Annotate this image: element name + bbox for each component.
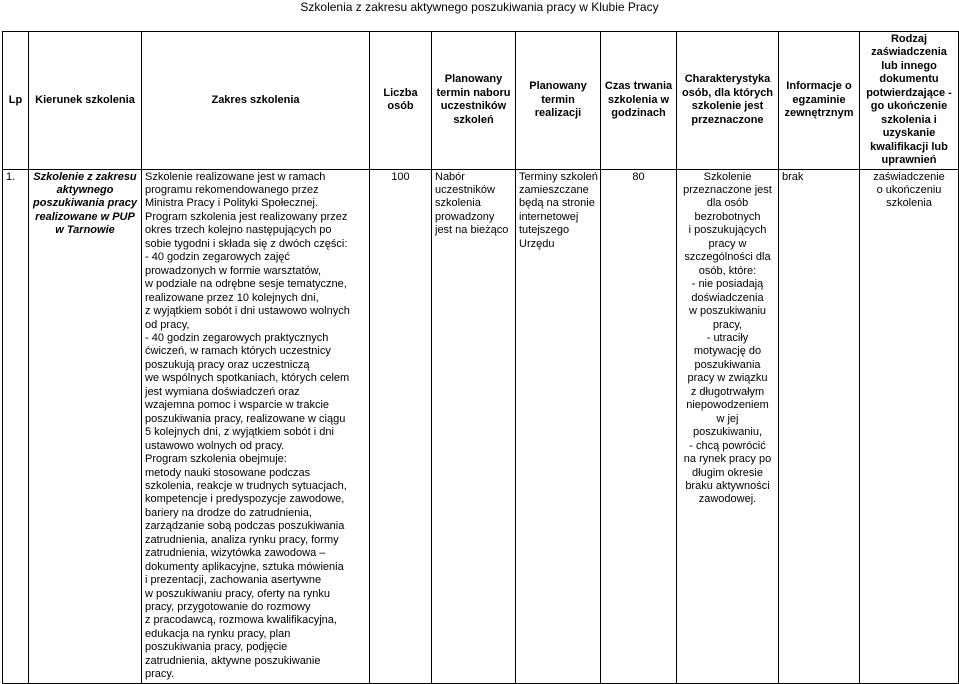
cell-czas: 80 bbox=[601, 169, 677, 683]
text-line: na rynek pracy po bbox=[683, 453, 772, 466]
text-line: szczególności dla bbox=[684, 251, 771, 264]
text-line: o ukończeniu bbox=[876, 183, 942, 196]
text-line: Szkolenie realizowane jest w ramach bbox=[145, 170, 326, 183]
text-line: z długotrwałym bbox=[690, 385, 765, 398]
text-line: zarządzanie sobą podczas poszukiwania bbox=[145, 520, 345, 533]
text-line: internetowej bbox=[519, 210, 579, 223]
nabor-text bbox=[435, 171, 512, 238]
text-line: prowadzonych w formie warsztatów, bbox=[145, 264, 322, 277]
text-line: we wspólnych spotkaniach, których celem bbox=[145, 372, 350, 385]
text-line: - 40 godzin zegarowych zajęć bbox=[145, 251, 290, 264]
header-charakterystyka: Charakterystyka osób, dla których szkolenie jest przeznaczone bbox=[677, 32, 779, 170]
header-termin-realizacji: Planowany termin realizacji bbox=[516, 32, 601, 170]
text-line: przeznaczone jest bbox=[683, 183, 772, 196]
text-line: w poszukiwaniu pracy, oferty na rynku bbox=[145, 587, 331, 600]
cell-egzamin: brak bbox=[779, 169, 860, 683]
text-line: w podziale na odrębne sesje tematyczne, bbox=[145, 278, 347, 291]
text-line: zaświadczenie bbox=[873, 170, 945, 183]
text-line: - utraciły bbox=[706, 331, 749, 344]
text-line: kompetencje i predyspozycje zawodowe, bbox=[145, 493, 345, 506]
text-line: - nie posiadają bbox=[691, 278, 764, 291]
text-line: braku aktywności bbox=[685, 479, 770, 492]
header-informacje: Informacje o egzaminie zewnętrznym bbox=[779, 32, 860, 170]
text-line: z wyjątkiem sobót i dni ustawowo wolnych bbox=[145, 305, 350, 318]
text-line: doświadczenia bbox=[691, 291, 764, 304]
text-line: bezrobotnych bbox=[694, 210, 761, 223]
text-line: dokumenty aplikacyjne, sztuka mówienia bbox=[145, 560, 344, 573]
text-line: tutejszego bbox=[519, 224, 570, 237]
text-line: pracy. bbox=[145, 668, 175, 681]
text-line: Ministra Pracy i Polityki Społecznej. bbox=[145, 197, 319, 210]
text-line: - 40 godzin zegarowych praktycznych bbox=[145, 331, 329, 344]
text-line: Szkolenie bbox=[703, 170, 752, 183]
text-line: zatrudnienia, wizytówka zawodowa – bbox=[145, 547, 326, 560]
header-row bbox=[3, 32, 959, 170]
header-rodzaj-dokumentu: Rodzaj zaświadczenia lub innego dokumentu potwierdzające -go ukończenie szkolenia i uzyskanie kwalifikacji lub uprawnień bbox=[860, 32, 959, 170]
text-line: ustawowo wolnych od pracy. bbox=[145, 439, 285, 452]
text-line: zamieszczane bbox=[519, 183, 589, 196]
cell-realizacja bbox=[516, 169, 601, 683]
text-line: Program szkolenia obejmuje: bbox=[145, 453, 287, 466]
text-line: z pracodawcą, rozmowa kwalifikacyjna, bbox=[145, 614, 337, 627]
text-line: zatrudnienia, aktywne poszukiwanie bbox=[145, 654, 321, 667]
text-line: w jej bbox=[716, 412, 739, 425]
text-line: szkolenia, reakcje w trudnych sytuacjach, bbox=[145, 479, 347, 492]
text-line: i prezentacji, zachowania asertywne bbox=[145, 574, 322, 587]
charakterystyka-text bbox=[680, 171, 775, 507]
text-line: długim okresie bbox=[692, 466, 763, 479]
text-line: pracy, bbox=[712, 318, 743, 331]
text-line: Program szkolenia jest realizowany przez bbox=[145, 210, 348, 223]
text-line: pracy w związku bbox=[687, 372, 768, 385]
text-line: bariery na drodze do zatrudnienia, bbox=[145, 506, 312, 519]
page-title: Szkolenia z zakresu aktywnego poszukiwania pracy w Klubie Pracy bbox=[300, 0, 659, 14]
header-zakres: Zakres szkolenia bbox=[142, 32, 370, 170]
cell-lp bbox=[3, 169, 29, 683]
text-line: Nabór bbox=[435, 170, 465, 183]
text-line: poszukiwaniu, bbox=[692, 426, 763, 439]
text-line: jest wymiana doświadczeń oraz bbox=[145, 385, 300, 398]
text-line: poszukiwania bbox=[694, 358, 761, 371]
text-line: zawodowej. bbox=[698, 493, 757, 506]
text-line: osób, które: bbox=[698, 264, 757, 277]
text-line: Terminy szkoleń bbox=[519, 170, 598, 183]
header-czas-trwania: Czas trwania szkolenia w godzinach bbox=[601, 32, 677, 170]
text-line: jest na bieżąco bbox=[435, 224, 509, 237]
header-termin-naboru: Planowany termin naboru uczestników szkoleń bbox=[432, 32, 516, 170]
text-line: ćwiczeń, w ramach których uczestnicy bbox=[145, 345, 331, 358]
cell-zakres bbox=[142, 169, 370, 683]
text-line: programu rekomendowanego przez bbox=[145, 183, 319, 196]
text-line: od pracy, bbox=[145, 318, 190, 331]
table-row bbox=[3, 169, 959, 683]
text-line: poszukiwania pracy, realizowane w ciągu bbox=[145, 412, 346, 425]
text-line: pracy, przygotowanie do rozmowy bbox=[145, 601, 311, 614]
text-line: okres trzech kolejno następujących po bbox=[145, 224, 332, 237]
text-line: zatrudnienia, analiza rynku pracy, formy bbox=[145, 533, 339, 546]
header-lp: Lp bbox=[3, 32, 29, 170]
text-line: motywację do bbox=[693, 345, 762, 358]
text-line: wzajemna pomoc i wsparcie w trakcie bbox=[145, 399, 330, 412]
text-line: i poszukujących bbox=[688, 224, 767, 237]
text-line: Urzędu bbox=[519, 237, 555, 250]
header-liczba: Liczba osób bbox=[370, 32, 432, 170]
text-line: - chcą powrócić bbox=[689, 439, 766, 452]
text-line: pracy w bbox=[708, 237, 747, 250]
text-line: poszukują pracy oraz uczestniczą bbox=[145, 358, 310, 371]
text-line: realizowane przez 10 kolejnych dni, bbox=[145, 291, 319, 304]
cell-charakterystyka bbox=[677, 169, 779, 683]
dokument-text bbox=[863, 171, 955, 211]
training-table bbox=[2, 31, 959, 684]
text-line: w poszukiwaniu bbox=[688, 305, 767, 318]
text-line: dla osób bbox=[706, 197, 749, 210]
cell-liczba: 100 bbox=[370, 169, 432, 683]
text-line: edukacja na rynku pracy, plan bbox=[145, 627, 291, 640]
cell-nabor bbox=[432, 169, 516, 683]
text-line: sobie tygodni i składa się z dwóch części: bbox=[145, 237, 348, 250]
text-line: prowadzony bbox=[435, 210, 495, 223]
text-line: będą na stronie bbox=[519, 197, 595, 210]
zakres-text bbox=[145, 171, 366, 682]
row-number: 1. bbox=[6, 170, 16, 183]
header-kierunek: Kierunek szkolenia bbox=[29, 32, 142, 170]
text-line: niepowodzeniem bbox=[686, 399, 769, 412]
cell-kierunek: Szkolenie z zakresu aktywnego poszukiwania pracy realizowane w PUP w Tarnowie bbox=[29, 169, 142, 683]
cell-dokument bbox=[860, 169, 959, 683]
text-line: szkolenia bbox=[435, 197, 481, 210]
text-line: poszukiwania pracy, podjęcie bbox=[145, 641, 288, 654]
text-line: metody nauki stosowane podczas bbox=[145, 466, 311, 479]
realizacja-text bbox=[519, 171, 597, 252]
text-line: uczestników bbox=[435, 183, 495, 196]
text-line: szkolenia bbox=[886, 197, 932, 210]
text-line: 5 kolejnych dni, z wyjątkiem sobót i dni bbox=[145, 426, 334, 439]
